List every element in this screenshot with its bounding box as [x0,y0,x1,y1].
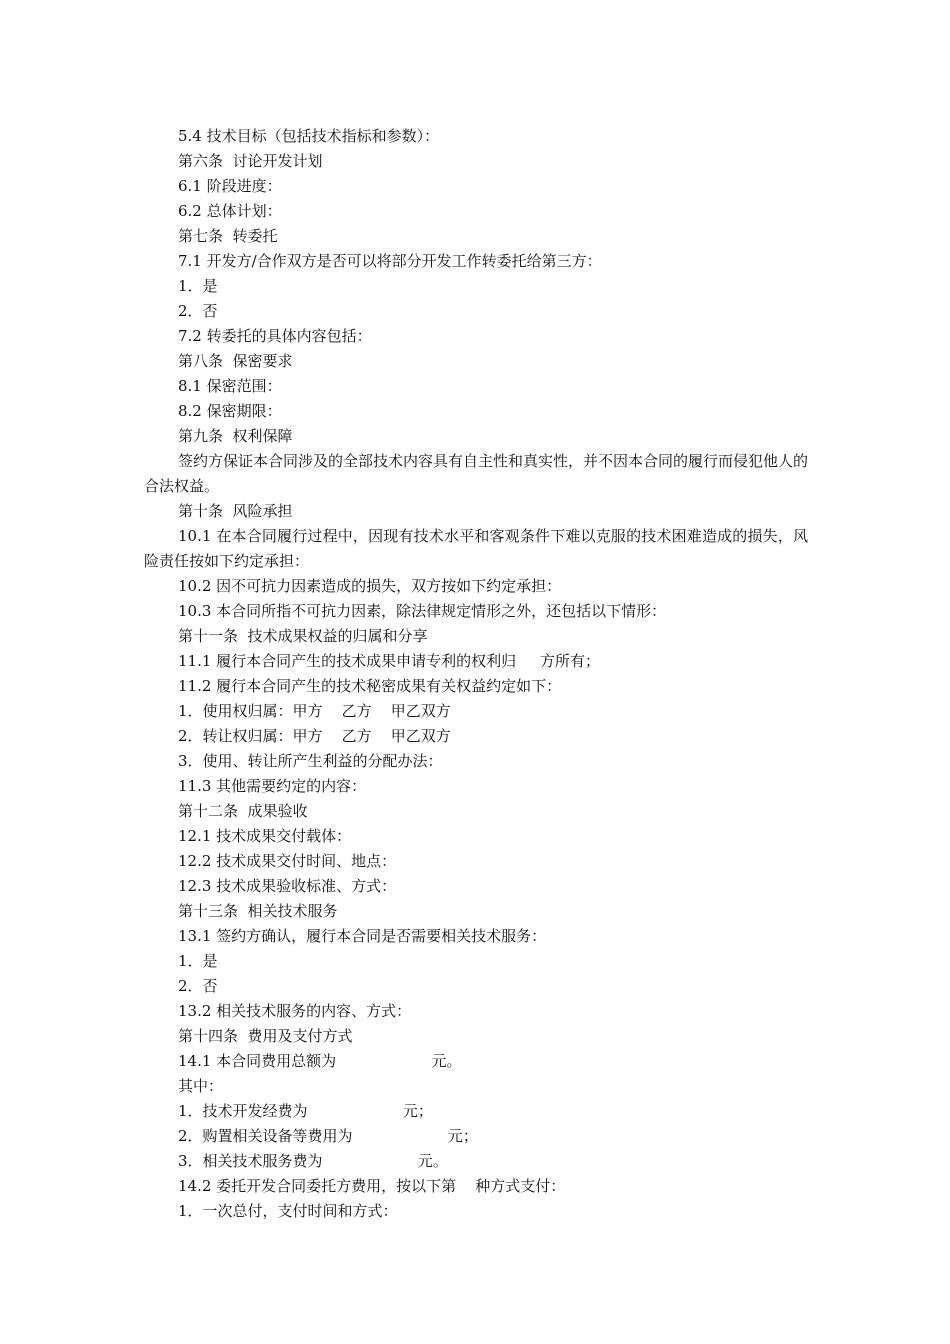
clause-11-2: 11.2 履行本合同产生的技术秘密成果有关权益约定如下： [178,677,562,695]
clause-8-1: 8.1 保密范围： [178,377,282,395]
transfer-rights-line: 2．转让权归属：甲方 乙方 甲乙双方 [178,727,451,745]
clause-5-4: 5.4 技术目标（包括技术指标和参数）： [178,127,440,145]
clause-7-2: 7.2 转委托的具体内容包括： [178,327,372,345]
clause-6-2: 6.2 总体计划： [178,202,282,220]
clause-10-1: 10.1 在本合同履行过程中，因现有技术水平和客观条件下难以克服的技术困难造成的损失，风险责任按如下约定承担： [144,527,808,570]
option-no: 2．否 [178,302,218,320]
article-14-heading: 第十四条 费用及支付方式 [178,1027,353,1045]
article-6-heading: 第六条 讨论开发计划 [178,152,323,170]
among-them-line: 其中： [178,1077,224,1095]
article-12-heading: 第十二条 成果验收 [178,802,308,820]
service-fee-line: 3．相关技术服务费为 元。 [178,1152,448,1170]
clause-13-1: 13.1 签约方确认，履行本合同是否需要相关技术服务： [178,927,547,945]
article-13-heading: 第十三条 相关技术服务 [178,902,338,920]
option-no-2: 2．否 [178,977,218,995]
benefit-distribution-line: 3．使用、转让所产生利益的分配办法： [178,752,443,770]
clause-10-3: 10.3 本合同所指不可抗力因素，除法律规定情形之外，还包括以下情形： [178,602,667,620]
clause-14-2: 14.2 委托开发合同委托方费用，按以下第 种方式支付： [178,1177,566,1195]
article-7-heading: 第七条 转委托 [178,227,278,245]
article-11-heading: 第十一条 技术成果权益的归属和分享 [178,627,428,645]
article-9-paragraph: 签约方保证本合同涉及的全部技术内容具有自主性和真实性，并不因本合同的履行而侵犯他人的合法权益。 [144,452,809,495]
equipment-fee-line: 2．购置相关设备等费用为 元； [178,1127,478,1145]
option-yes-2: 1．是 [178,952,218,970]
article-9-heading: 第九条 权利保障 [178,427,293,445]
usage-rights-line: 1．使用权归属：甲方 乙方 甲乙双方 [178,702,451,720]
clause-11-1: 11.1 履行本合同产生的技术成果申请专利的权利归 方所有； [178,652,601,670]
clause-7-1: 7.1 开发方/合作双方是否可以将部分开发工作转委托给第三方： [178,252,602,270]
clause-11-3: 11.3 其他需要约定的内容： [178,777,367,795]
option-yes: 1．是 [178,277,218,295]
clause-12-1: 12.1 技术成果交付载体： [178,827,352,845]
lump-sum-payment-line: 1．一次总付，支付时间和方式： [178,1202,398,1220]
clause-10-2: 10.2 因不可抗力因素造成的损失，双方按如下约定承担： [178,577,562,595]
document-body [144,124,808,1224]
article-10-heading: 第十条 风险承担 [178,502,293,520]
clause-13-2: 13.2 相关技术服务的内容、方式： [178,1002,412,1020]
dev-fee-line: 1．技术开发经费为 元； [178,1102,433,1120]
article-8-heading: 第八条 保密要求 [178,352,293,370]
clause-8-2: 8.2 保密期限： [178,402,282,420]
clause-14-1: 14.1 本合同费用总额为 元。 [178,1052,462,1070]
clause-12-2: 12.2 技术成果交付时间、地点： [178,852,397,870]
clause-12-3: 12.3 技术成果验收标准、方式： [178,877,397,895]
clause-6-1: 6.1 阶段进度： [178,177,282,195]
